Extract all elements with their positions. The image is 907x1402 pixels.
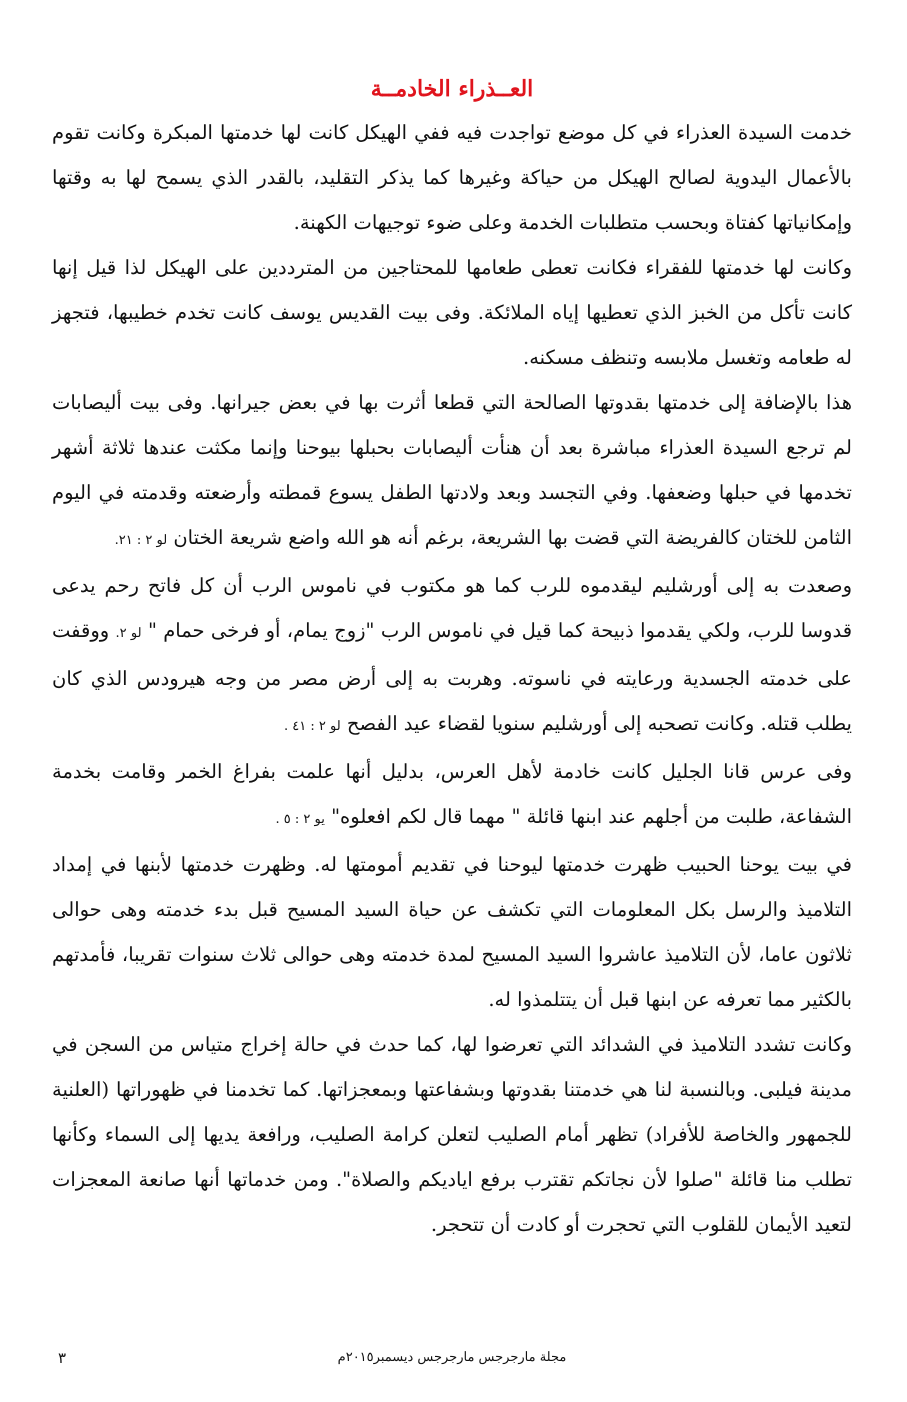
paragraph-presentation-in-temple (52, 563, 852, 749)
page-footer (52, 1346, 852, 1370)
page-title: العــذراء الخادمــة (370, 76, 534, 102)
page-number: ٣ (58, 1349, 67, 1367)
paragraph-service-to-poor: وكانت لها خدمتها للفقراء فكانت تعطى طعامها للمحتاجين من المترددين على الهيكل لذا قيل إنها كانت تأكل من الخبز الذي تعطيها إياه الملائكة. وفى بيت القديس يوسف كانت تخدم خطيبها، فتجهز له طعامه وتغسل ملابسه وتنظف مسكنه. (52, 256, 852, 369)
paragraph-cana-wedding (52, 749, 852, 842)
paragraph-temple-service: خدمت السيدة العذراء في كل موضع تواجدت فيه ففي الهيكل كانت لها خدمتها المبكرة وكانت تقوم بالأعمال اليدوية لصالح الهيكل من حياكة وغيرها كما يذكر التقليد، بالقدر الذي يسمح لها به وقتها وإمكانياتها كفتاة وبحسب متطلبات الخدمة وعلى ضوء توجيهات الكهنة. (52, 121, 852, 234)
paragraph-text: وصعدت به إلى أورشليم ليقدموه للرب كما هو مكتوب في ناموس الرب أن كل فاتح رحم يدعى قدوسا للرب، ولكي يقدموا ذبيحة كما قيل في ناموس الرب "زوج يمام، أو فرخى حمام " (52, 574, 853, 642)
scripture-reference: لو ٢ : ٢١. (114, 533, 168, 548)
paragraph-house-of-john: في بيت يوحنا الحبيب ظهرت خدمتها ليوحنا في تقديم أمومتها له. وظهرت خدمتها لأبنها في إمداد التلاميذ والرسل بكل المعلومات التي تكشف عن حياة السيد المسيح قبل بدء خدمته وهى حوالى ثلاثون عاما، لأن التلاميذ عاشروا السيد المسيح لمدة خدمته وهى حوالى ثلاث سنوات تقريبا، فأمدتهم بالكثير مما تعرفه عن ابنها قبل أن يتتلمذوا له. (52, 853, 852, 1011)
paragraph-text-tail: ووقفت (52, 619, 110, 642)
scripture-reference: لو ٢ : ٤١ . (284, 719, 341, 734)
paragraph-text: هذا بالإضافة إلى خدمتها بقدوتها الصالحة التي قطعا أثرت بها في بعض جيرانها. وفى بيت أليصابات لم ترجع السيدة العذراء مباشرة بعد أن هنأت أليصابات بحبلها بيوحنا وإنما مكثت عندها ثلاثة أشهر تخدمها في حبلها وضعفها. وفي التجسد وبعد ولادتها الطفل يسوع قمطته وأرضعته وقدمته في اليوم الثامن للختان كالفريضة التي قضت بها الشريعة، برغم أنه هو الله واضع شريعة الختان (52, 391, 852, 549)
paragraph-text: على خدمته الجسدية ورعايته في ناسوته. وهربت به إلى أرض مصر من وجه هيرودس الذي كان يطلب قتله. وكانت تصحبه إلى أورشليم سنويا لقضاء عيد الفصح (52, 667, 852, 735)
scripture-reference: لو ٢. (115, 626, 142, 641)
paragraph-support-and-intercession: وكانت تشدد التلاميذ في الشدائد التي تعرضوا لها، كما حدث في حالة إخراج متياس من السجن في مدينة فيلبى. وبالنسبة لنا هي خدمتنا بقدوتها وبشفاعتها وبمعجزاتها. كما تخدمنا في ظهوراتها (العلنية للجمهور والخاصة للأفراد) تظهر أمام الصليب لتعلن كرامة الصليب، ورافعة يديها إلى السماء وكأنها تطلب منا قائلة "صلوا لأن نجاتكم تقترب برفع اياديكم والصلاة". ومن خدماتها أنها صانعة المعجزات لتعيد الأيمان للقلوب التي تحجرت أو كادت أن تتحجر. (52, 1033, 852, 1236)
paragraph-elizabeth-and-nativity (52, 380, 852, 563)
footer-publication: مجلة مارجرجس مارجرجس ديسمبر٢٠١٥م (337, 1350, 567, 1365)
scripture-reference: يو ٢ : ٥ . (275, 812, 325, 827)
article-body (52, 110, 852, 1247)
paragraph-text: وفى عرس قانا الجليل كانت خادمة لأهل العرس، بدليل أنها علمت بفراغ الخمر وقامت بخدمة الشفاعة، طلبت من أجلهم عند ابنها قائلة " مهما قال لكم افعلوه" (52, 760, 852, 828)
